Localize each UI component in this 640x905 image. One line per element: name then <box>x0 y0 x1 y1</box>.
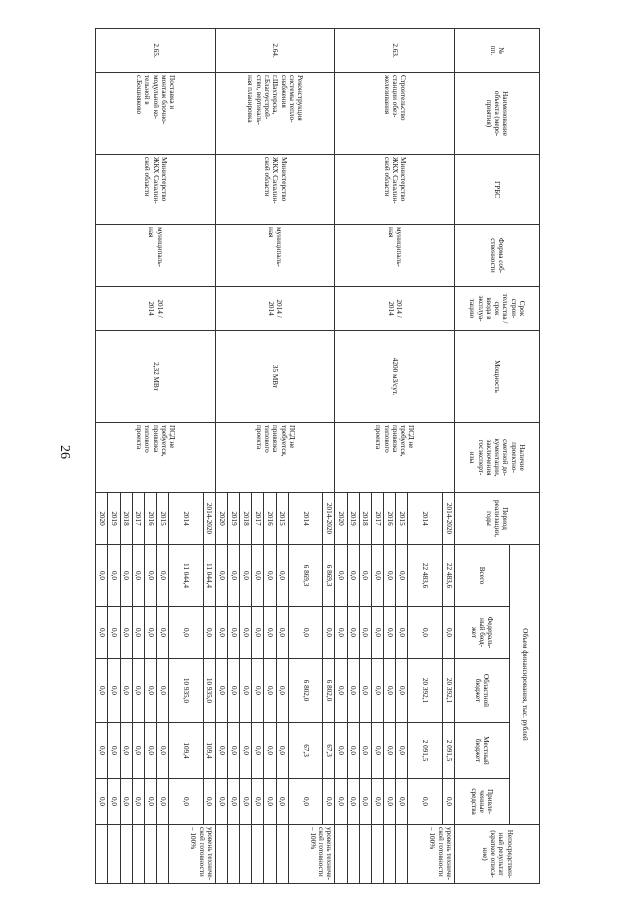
result-cell: уровень техниче- ской готовности – 100% <box>288 825 335 884</box>
federal-cell: 0,0 <box>169 607 204 659</box>
local-cell: 0,0 <box>240 723 252 779</box>
attracted-cell: 0,0 <box>169 779 204 825</box>
attracted-cell: 0,0 <box>288 779 323 825</box>
attracted-cell: 0,0 <box>132 779 144 825</box>
total-cell: 22 483,6 <box>442 545 454 607</box>
object-name: Поставка и монтаж блочно- модульной ко- тельной в с.Бошняково <box>96 73 216 155</box>
attracted-cell: 0,0 <box>120 779 132 825</box>
design-docs-cell: ПСД не требуется, привязка типового проекта <box>96 423 216 493</box>
regional-cell: 0,0 <box>120 659 132 723</box>
regional-cell: 0,0 <box>252 659 264 723</box>
local-cell: 0,0 <box>227 723 239 779</box>
total-cell: 6 869,3 <box>288 545 323 607</box>
design-docs-cell: ПСД не требуется, привязка типового проекта <box>335 423 455 493</box>
attracted-cell: 0,0 <box>240 779 252 825</box>
result-cell-empty <box>227 825 239 884</box>
result-cell: уровень техниче- ской готовности – 100% <box>408 825 455 884</box>
federal-cell: 0,0 <box>396 607 408 659</box>
period-cell: 2019 <box>347 493 359 545</box>
result-cell-empty <box>252 825 264 884</box>
period-cell: 2017 <box>132 493 144 545</box>
period-cell: 2014 <box>169 493 204 545</box>
document-sheet <box>95 28 540 883</box>
federal-cell: 0,0 <box>157 607 169 659</box>
local-cell: 0,0 <box>144 723 156 779</box>
regional-cell: 0,0 <box>264 659 276 723</box>
total-cell: 0,0 <box>132 545 144 607</box>
period-cell: 2016 <box>144 493 156 545</box>
local-cell: 67,3 <box>288 723 323 779</box>
attracted-cell: 0,0 <box>359 779 371 825</box>
header-funding-group: Объем финансирования, тыс. рублей <box>510 545 540 825</box>
total-cell: 0,0 <box>264 545 276 607</box>
federal-cell: 0,0 <box>408 607 443 659</box>
ownership-cell: муниципаль- ная <box>96 225 216 287</box>
result-cell-empty <box>276 825 288 884</box>
period-cell: 2014 <box>288 493 323 545</box>
local-cell: 0,0 <box>384 723 396 779</box>
result-cell-empty <box>371 825 383 884</box>
attracted-cell: 0,0 <box>276 779 288 825</box>
federal-cell: 0,0 <box>203 607 215 659</box>
capacity-cell: 4200 м3/сут. <box>335 331 455 423</box>
header-capacity: Мощность <box>455 331 540 423</box>
header-total: Всего <box>455 545 510 607</box>
total-cell: 0,0 <box>157 545 169 607</box>
period-cell: 2020 <box>335 493 347 545</box>
capacity-cell: 35 МВт <box>215 331 335 423</box>
header-regional: Областной бюджет <box>455 659 510 723</box>
total-cell: 0,0 <box>252 545 264 607</box>
federal-cell: 0,0 <box>276 607 288 659</box>
design-docs-cell: ПСД не требуется, привязка типового проекта <box>215 423 335 493</box>
total-cell: 0,0 <box>108 545 120 607</box>
period-cell: 2014 <box>408 493 443 545</box>
period-cell: 2015 <box>157 493 169 545</box>
total-cell: 0,0 <box>276 545 288 607</box>
result-cell-empty <box>215 825 227 884</box>
row-number: 2.64. <box>215 29 335 73</box>
total-cell: 0,0 <box>227 545 239 607</box>
financing-table <box>95 28 540 884</box>
period-cell: 2018 <box>359 493 371 545</box>
attracted-cell: 0,0 <box>96 779 108 825</box>
result-cell: уровень техниче- ской готовности – 100% <box>169 825 216 884</box>
term-cell: 2014 / 2014 <box>96 287 216 331</box>
period-cell: 2014-2020 <box>203 493 215 545</box>
table-body <box>96 29 455 884</box>
attracted-cell: 0,0 <box>252 779 264 825</box>
attracted-cell: 0,0 <box>335 779 347 825</box>
result-cell-empty <box>264 825 276 884</box>
total-cell: 0,0 <box>96 545 108 607</box>
header-period: Период реализации, годы <box>455 493 540 545</box>
period-cell: 2020 <box>215 493 227 545</box>
attracted-cell: 0,0 <box>384 779 396 825</box>
federal-cell: 0,0 <box>323 607 335 659</box>
header-ownership: Форма соб- ственности <box>455 225 540 287</box>
attracted-cell: 0,0 <box>227 779 239 825</box>
period-cell: 2016 <box>264 493 276 545</box>
total-cell: 0,0 <box>240 545 252 607</box>
result-cell-empty <box>157 825 169 884</box>
regional-cell: 0,0 <box>276 659 288 723</box>
federal-cell: 0,0 <box>96 607 108 659</box>
local-cell: 0,0 <box>108 723 120 779</box>
local-cell: 109,4 <box>203 723 215 779</box>
federal-cell: 0,0 <box>108 607 120 659</box>
regional-cell: 20 392,1 <box>442 659 454 723</box>
period-cell: 2017 <box>371 493 383 545</box>
federal-cell: 0,0 <box>288 607 323 659</box>
regional-cell: 0,0 <box>144 659 156 723</box>
header-local: Местный бюджет <box>455 723 510 779</box>
attracted-cell: 0,0 <box>144 779 156 825</box>
attracted-cell: 0,0 <box>157 779 169 825</box>
local-cell: 0,0 <box>120 723 132 779</box>
total-cell: 6 869,3 <box>323 545 335 607</box>
regional-cell: 0,0 <box>215 659 227 723</box>
page-number: 26 <box>57 445 72 459</box>
result-cell-empty <box>132 825 144 884</box>
regional-cell: 6 802,0 <box>288 659 323 723</box>
total-cell: 0,0 <box>384 545 396 607</box>
attracted-cell: 0,0 <box>323 779 335 825</box>
result-cell-empty <box>396 825 408 884</box>
table-row <box>323 29 335 884</box>
result-cell-empty <box>384 825 396 884</box>
result-cell-empty <box>96 825 108 884</box>
result-cell-empty <box>240 825 252 884</box>
attracted-cell: 0,0 <box>203 779 215 825</box>
regional-cell: 6 802,0 <box>323 659 335 723</box>
regional-cell: 0,0 <box>384 659 396 723</box>
local-cell: 0,0 <box>264 723 276 779</box>
federal-cell: 0,0 <box>371 607 383 659</box>
federal-cell: 0,0 <box>264 607 276 659</box>
federal-cell: 0,0 <box>240 607 252 659</box>
regional-cell: 0,0 <box>132 659 144 723</box>
header-attracted: Привле- ченные средства <box>455 779 510 825</box>
attracted-cell: 0,0 <box>371 779 383 825</box>
total-cell: 0,0 <box>335 545 347 607</box>
local-cell: 2 091,5 <box>408 723 443 779</box>
total-cell: 22 483,6 <box>408 545 443 607</box>
federal-cell: 0,0 <box>335 607 347 659</box>
federal-cell: 0,0 <box>347 607 359 659</box>
period-cell: 2015 <box>396 493 408 545</box>
period-cell: 2014-2020 <box>442 493 454 545</box>
local-cell: 0,0 <box>96 723 108 779</box>
local-cell: 0,0 <box>347 723 359 779</box>
period-cell: 2019 <box>108 493 120 545</box>
regional-cell: 0,0 <box>96 659 108 723</box>
result-cell-empty <box>108 825 120 884</box>
federal-cell: 0,0 <box>120 607 132 659</box>
header-term: Срок строи- тельства / срок ввода в эксплуа- тацию <box>455 287 540 331</box>
total-cell: 0,0 <box>359 545 371 607</box>
regional-cell: 10 935,0 <box>203 659 215 723</box>
period-cell: 2016 <box>384 493 396 545</box>
federal-cell: 0,0 <box>132 607 144 659</box>
result-cell-empty <box>359 825 371 884</box>
period-cell: 2019 <box>227 493 239 545</box>
attracted-cell: 0,0 <box>347 779 359 825</box>
table-row <box>442 29 454 884</box>
period-cell: 2020 <box>96 493 108 545</box>
period-cell: 2014-2020 <box>323 493 335 545</box>
local-cell: 2 091,5 <box>442 723 454 779</box>
row-number: 2.65. <box>96 29 216 73</box>
local-cell: 0,0 <box>215 723 227 779</box>
header-object: Наименование объекта (меро- приятия) <box>455 73 540 155</box>
regional-cell: 0,0 <box>335 659 347 723</box>
result-cell-empty <box>335 825 347 884</box>
header-num: № пп. <box>455 29 540 73</box>
federal-cell: 0,0 <box>227 607 239 659</box>
total-cell: 11 044,4 <box>169 545 204 607</box>
total-cell: 0,0 <box>371 545 383 607</box>
federal-cell: 0,0 <box>215 607 227 659</box>
total-cell: 0,0 <box>215 545 227 607</box>
regional-cell: 0,0 <box>240 659 252 723</box>
total-cell: 0,0 <box>144 545 156 607</box>
result-cell-empty <box>120 825 132 884</box>
federal-cell: 0,0 <box>359 607 371 659</box>
capacity-cell: 2,32 МВт <box>96 331 216 423</box>
local-cell: 0,0 <box>359 723 371 779</box>
attracted-cell: 0,0 <box>396 779 408 825</box>
local-cell: 0,0 <box>396 723 408 779</box>
ownership-cell: муниципаль- ная <box>335 225 455 287</box>
federal-cell: 0,0 <box>442 607 454 659</box>
grbs-cell: Министерство ЖКХ Сахалин- ской области <box>215 155 335 225</box>
rotated-table-container <box>95 28 540 883</box>
federal-cell: 0,0 <box>384 607 396 659</box>
local-cell: 0,0 <box>132 723 144 779</box>
period-cell: 2018 <box>120 493 132 545</box>
result-cell-empty <box>144 825 156 884</box>
grbs-cell: Министерство ЖКХ Сахалин- ской области <box>96 155 216 225</box>
period-cell: 2017 <box>252 493 264 545</box>
attracted-cell: 0,0 <box>215 779 227 825</box>
attracted-cell: 0,0 <box>264 779 276 825</box>
header-design: Наличие проектно- сметной до- кументации, заключения госэксперт- изы <box>455 423 540 493</box>
attracted-cell: 0,0 <box>442 779 454 825</box>
table-row <box>203 29 215 884</box>
object-name: Реконструкция системы тепло- снабжения г.Шахтерска, г.Благоустрой- ство, вертикаль- ная планировка <box>215 73 335 155</box>
total-cell: 0,0 <box>120 545 132 607</box>
regional-cell: 0,0 <box>359 659 371 723</box>
local-cell: 67,3 <box>323 723 335 779</box>
period-cell: 2015 <box>276 493 288 545</box>
grbs-cell: Министерство ЖКХ Сахалин- ской области <box>335 155 455 225</box>
local-cell: 0,0 <box>276 723 288 779</box>
regional-cell: 0,0 <box>396 659 408 723</box>
local-cell: 109,4 <box>169 723 204 779</box>
regional-cell: 0,0 <box>347 659 359 723</box>
local-cell: 0,0 <box>252 723 264 779</box>
total-cell: 11 044,4 <box>203 545 215 607</box>
object-name: Строительство станции обез- железивания <box>335 73 455 155</box>
total-cell: 0,0 <box>396 545 408 607</box>
regional-cell: 20 392,1 <box>408 659 443 723</box>
regional-cell: 10 935,0 <box>169 659 204 723</box>
term-cell: 2014 / 2014 <box>335 287 455 331</box>
header-federal: Федераль- ный бюд- жет <box>455 607 510 659</box>
term-cell: 2014 / 2014 <box>215 287 335 331</box>
header-grbs: ГРБС <box>455 155 540 225</box>
local-cell: 0,0 <box>157 723 169 779</box>
row-number: 2.63. <box>335 29 455 73</box>
local-cell: 0,0 <box>335 723 347 779</box>
attracted-cell: 0,0 <box>408 779 443 825</box>
regional-cell: 0,0 <box>157 659 169 723</box>
total-cell: 0,0 <box>347 545 359 607</box>
ownership-cell: муниципаль- ная <box>215 225 335 287</box>
attracted-cell: 0,0 <box>108 779 120 825</box>
federal-cell: 0,0 <box>252 607 264 659</box>
header-result: Непосредствен- ный результат (краткое описа- ние) <box>455 825 540 884</box>
regional-cell: 0,0 <box>108 659 120 723</box>
regional-cell: 0,0 <box>371 659 383 723</box>
period-cell: 2018 <box>240 493 252 545</box>
result-cell-empty <box>347 825 359 884</box>
local-cell: 0,0 <box>371 723 383 779</box>
regional-cell: 0,0 <box>227 659 239 723</box>
federal-cell: 0,0 <box>144 607 156 659</box>
